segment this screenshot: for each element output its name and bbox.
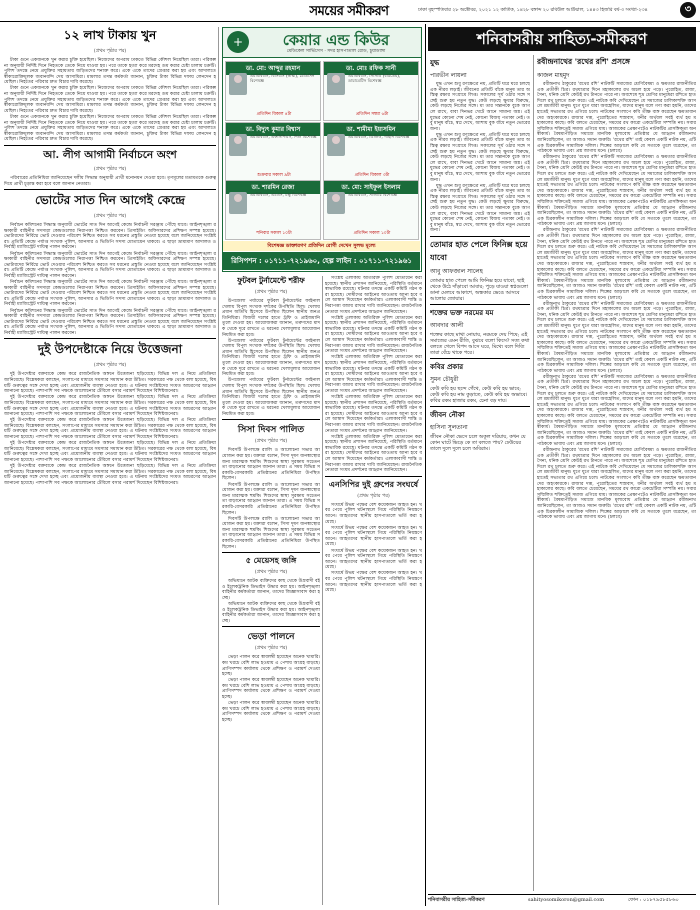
doctor-card: ডা. মোঃ রফিক সানী এমবিবিএস, সিসিডি (বারডেম), ডায়াবেটিস বিশেষজ্ঞ প্রতিদিন সন্ধ্যা ৬টা [323, 61, 419, 121]
article-body: টাকা গুনে একজনকে খুন করার চুক্তি হয়েছিল। নিজেদের অপরাধ ঢাকতে বিভিন্ন কৌশল নিয়েছিল তারা। পরিকল্পনা অনুযায়ী নির্দিষ্ট দিনে নিহতকে ডেকে নিয়ে যাওয়া হয়। পরে তাকে হত্যা করে মরদেহ গুম করার চেষ্টা চালায় চক্রটি। পুলিশ তদন্তে নেমে প্রযুক্তির সহায়তায় জড়িতদের শনাক্ত করে। একে একে তাদের গ্রেপ্তার করা হয় এবং আদালতে স্বীকারোক্তিমূলক জবানবন্দি দেয় আসামিরা। মামলার তদন্ত কর্মকর্তা জানান, চুক্তির টাকা বিভিন্ন দফায় লেনদেন হয়েছিল। নিহতের পরিবার দ্রুত বিচার দাবি করেছে। টাকা গুনে একজনকে খুন করার চুক্তি হয়েছিল। নিজেদের অপরাধ ঢাকতে বিভিন্ন কৌশল নিয়েছিল তারা। পরিকল্পনা অনুযায়ী নির্দিষ্ট দিনে নিহতকে ডেকে নিয়ে যাওয়া হয়। পরে তাকে হত্যা করে মরদেহ গুম করার চেষ্টা চালায় চক্রটি। পুলিশ তদন্তে নেমে প্রযুক্তির সহায়তায় জড়িতদের শনাক্ত করে। একে একে তাদের গ্রেপ্তার করা হয় এবং আদালতে স্বীকারোক্তিমূলক জবানবন্দি দেয় আসামিরা। মামলার তদন্ত কর্মকর্তা জানান, চুক্তির টাকা বিভিন্ন দফায় লেনদেন হয়েছিল। নিহতের পরিবার দ্রুত বিচার দাবি করেছে। টাকা গুনে একজনকে খুন করার চুক্তি হয়েছিল। নিজেদের অপরাধ ঢাকতে বিভিন্ন কৌশল নিয়েছিল তারা। পরিকল্পনা অনুযায়ী নির্দিষ্ট দিনে নিহতকে ডেকে নিয়ে যাওয়া হয়। পরে তাকে হত্যা করে মরদেহ গুম করার চেষ্টা চালায় চক্রটি। পুলিশ তদন্তে নেমে প্রযুক্তির সহায়তায় জড়িতদের শনাক্ত করে। একে একে তাদের গ্রেপ্তার করা হয় এবং আদালতে স্বীকারোক্তিমূলক জবানবন্দি দেয় আসামিরা। মামলার তদন্ত কর্মকর্তা জানান, চুক্তির টাকা বিভিন্ন দফায় লেনদেন হয়েছিল। নিহতের পরিবার দ্রুত বিচার দাবি করেছে। [4, 58, 216, 143]
ad-header [223, 28, 421, 58]
article-body: উপজেলা পর্যায়ের ফুটবল টুর্নামেন্টের ফাইনাল খেলায় বিপুল সংখ্যক দর্শকের উপস্থিতি ছিল। খেলায় প্রধান অতিথি হিসেবে উপস্থিত ছিলেন স্থানীয় জনপ্রতিনিধিরা। বিজয়ী দলের হাতে ট্রফি ও প্রাইজমানি তুলে দেওয়া হয়। আয়োজকরা জানান, তরুণদের মাদক থেকে দূরে রাখতে এ ধরনের খেলাধুলার আয়োজন নিয়মিত করা হবে। উপজেলা পর্যায়ের ফুটবল টুর্নামেন্টের ফাইনাল খেলায় বিপুল সংখ্যক দর্শকের উপস্থিতি ছিল। খেলায় প্রধান অতিথি হিসেবে উপস্থিত ছিলেন স্থানীয় জনপ্রতিনিধিরা। বিজয়ী দলের হাতে ট্রফি ও প্রাইজমানি তুলে দেওয়া হয়। আয়োজকরা জানান, তরুণদের মাদক থেকে দূরে রাখতে এ ধরনের খেলাধুলার আয়োজন নিয়মিত করা হবে। উপজেলা পর্যায়ের ফুটবল টুর্নামেন্টের ফাইনাল খেলায় বিপুল সংখ্যক দর্শকের উপস্থিতি ছিল। খেলায় প্রধান অতিথি হিসেবে উপস্থিত ছিলেন স্থানীয় জনপ্রতিনিধিরা। বিজয়ী দলের হাতে ট্রফি ও প্রাইজমানি তুলে দেওয়া হয়। আয়োজকরা জানান, তরুণদের মাদক থেকে দূরে রাখতে এ ধরনের খেলাধুলার আয়োজন নিয়মিত করা হবে। [222, 299, 320, 417]
headline-bhera: ভেড়া পালনে [222, 626, 320, 644]
poem-body: তোমার হাত পেলে আমি ফিনিক্স হয়ে যাবো, ছাই থেকে উঠে দাঁড়াবো আবার; পুড়ে যাওয়া স্বপ্নগুলো ডানা মেলবে আকাশে, অন্ধকার ভেঙে আসবে আলোর জোয়ার। [430, 278, 529, 303]
poem-body: শক্তের কাছে মাথা নোয়ায়, নরমকে দেয় পিষে; এই সমাজের এমন রীতি, বুঝবে বলো কিসে? সত্য কথা বলতে গেলে বিপদ আসে ঘরে, মিথ্যে বলে দিব্যি তারা বেঁচে থাকে পরে। [430, 332, 530, 357]
doctor-card: ডা. মো: আব্দুর রহমান এমবিবিএস, বিসিএস (স্বাস্থ্য), মেডিসিন বিশেষজ্ঞ প্রতিদিন বিকাল ৪টা [225, 61, 321, 121]
divider [430, 406, 530, 407]
article-body: নির্বাচন কমিশনের সিদ্ধান্ত অনুযায়ী ভোটের সাত দিন আগেই কেন্দ্রে নির্বাচনী সরঞ্জাম পৌঁছে যাবে। আইনশৃঙ্খলা রক্ষাকারী বাহিনীর সদস্যরা কেন্দ্রগুলোর নিরাপত্তা নিশ্চিত করবেন। প্রিসাইডিং অফিসারদের প্রশিক্ষণ সম্পন্ন হয়েছে। ভোটারদের নির্বিঘ্নে ভোট দেওয়ার পরিবেশ নিশ্চিত করতে সব ধরনের প্রস্তুতি নেওয়া হয়েছে বলে জানিয়েছেন সংশ্লিষ্টরা। প্রতিটি কেন্দ্রে পর্যাপ্ত সংখ্যক পুলিশ, আনসার ও ভিডিপি সদস্য মোতায়েন থাকবে। এ ছাড়া ভ্রাম্যমাণ আদালত ও নির্বাহী ম্যাজিস্ট্রেট দায়িত্ব পালন করবেন। নির্বাচন কমিশনের সিদ্ধান্ত অনুযায়ী ভোটের সাত দিন আগেই কেন্দ্রে নির্বাচনী সরঞ্জাম পৌঁছে যাবে। আইনশৃঙ্খলা রক্ষাকারী বাহিনীর সদস্যরা কেন্দ্রগুলোর নিরাপত্তা নিশ্চিত করবেন। প্রিসাইডিং অফিসারদের প্রশিক্ষণ সম্পন্ন হয়েছে। ভোটারদের নির্বিঘ্নে ভোট দেওয়ার পরিবেশ নিশ্চিত করতে সব ধরনের প্রস্তুতি নেওয়া হয়েছে বলে জানিয়েছেন সংশ্লিষ্টরা। প্রতিটি কেন্দ্রে পর্যাপ্ত সংখ্যক পুলিশ, আনসার ও ভিডিপি সদস্য মোতায়েন থাকবে। এ ছাড়া ভ্রাম্যমাণ আদালত ও নির্বাহী ম্যাজিস্ট্রেট দায়িত্ব পালন করবেন। নির্বাচন কমিশনের সিদ্ধান্ত অনুযায়ী ভোটের সাত দিন আগেই কেন্দ্রে নির্বাচনী সরঞ্জাম পৌঁছে যাবে। আইনশৃঙ্খলা রক্ষাকারী বাহিনীর সদস্যরা কেন্দ্রগুলোর নিরাপত্তা নিশ্চিত করবেন। প্রিসাইডিং অফিসারদের প্রশিক্ষণ সম্পন্ন হয়েছে। ভোটারদের নির্বিঘ্নে ভোট দেওয়ার পরিবেশ নিশ্চিত করতে সব ধরনের প্রস্তুতি নেওয়া হয়েছে বলে জানিয়েছেন সংশ্লিষ্টরা। প্রতিটি কেন্দ্রে পর্যাপ্ত সংখ্যক পুলিশ, আনসার ও ভিডিপি সদস্য মোতায়েন থাকবে। এ ছাড়া ভ্রাম্যমাণ আদালত ও নির্বাহী ম্যাজিস্ট্রেট দায়িত্ব পালন করবেন। নির্বাচন কমিশনের সিদ্ধান্ত অনুযায়ী ভোটের সাত দিন আগেই কেন্দ্রে নির্বাচনী সরঞ্জাম পৌঁছে যাবে। আইনশৃঙ্খলা রক্ষাকারী বাহিনীর সদস্যরা কেন্দ্রগুলোর নিরাপত্তা নিশ্চিত করবেন। প্রিসাইডিং অফিসারদের প্রশিক্ষণ সম্পন্ন হয়েছে। ভোটারদের নির্বিঘ্নে ভোট দেওয়ার পরিবেশ নিশ্চিত করতে সব ধরনের প্রস্তুতি নেওয়া হয়েছে বলে জানিয়েছেন সংশ্লিষ্টরা। প্রতিটি কেন্দ্রে পর্যাপ্ত সংখ্যক পুলিশ, আনসার ও ভিডিপি সদস্য মোতায়েন থাকবে। এ ছাড়া ভ্রাম্যমাণ আদালত ও নির্বাহী ম্যাজিস্ট্রেট দায়িত্ব পালন করবেন। [4, 223, 216, 336]
poem-body: জীবন নৌকা ভেসে চলে অকূল দরিয়ায়, কখন যে কোন ঘাটে ভিড়ে কে তা বলতে পায়? ঢেউয়ের তালে দুলে দুলে চলে অবিরাম। [430, 434, 526, 453]
article-body: ভেড়া পালন করে স্বাবলম্বী হয়েছেন অনেক খামারি। কম খরচে বেশি লাভ হওয়ায় এ পেশায় আগ্রহ বাড়ছে। প্রাণিসম্পদ কার্যালয় থেকে প্রশিক্ষণ ও পরামর্শ দেওয়া হচ্ছে। ভেড়া পালন করে স্বাবলম্বী হয়েছেন অনেক খামারি। কম খরচে বেশি লাভ হওয়ায় এ পেশায় আগ্রহ বাড়ছে। প্রাণিসম্পদ কার্যালয় থেকে প্রশিক্ষণ ও পরামর্শ দেওয়া হচ্ছে। ভেড়া পালন করে স্বাবলম্বী হয়েছেন অনেক খামারি। কম খরচে বেশি লাভ হওয়ায় এ পেশায় আগ্রহ বাড়ছে। প্রাণিসম্পদ কার্যালয় থেকে প্রশিক্ষণ ও পরামর্শ দেওয়া হচ্ছে। [222, 655, 320, 723]
column-rule [218, 27, 219, 905]
article-body: সংঘর্ষে উভয় পক্ষের বেশ কয়েকজন আহত হন। খবর পেয়ে পুলিশ ঘটনাস্থলে গিয়ে পরিস্থিতি নিয়ন্ত্রণে আনে। আহতদের স্থানীয় হাসপাতালে ভর্তি করা হয়েছে। সংঘর্ষে উভয় পক্ষের বেশ কয়েকজন আহত হন। খবর পেয়ে পুলিশ ঘটনাস্থলে গিয়ে পরিস্থিতি নিয়ন্ত্রণে আনে। আহতদের স্থানীয় হাসপাতালে ভর্তি করা হয়েছে। সংঘর্ষে উভয় পক্ষের বেশ কয়েকজন আহত হন। খবর পেয়ে পুলিশ ঘটনাস্থলে গিয়ে পরিস্থিতি নিয়ন্ত্রণে আনে। আহতদের স্থানীয় হাসপাতালে ভর্তি করা হয়েছে। সংঘর্ষে উভয় পক্ষের বেশ কয়েকজন আহত হন। খবর পেয়ে পুলিশ ঘটনাস্থলে গিয়ে পরিস্থিতি নিয়ন্ত্রণে আনে। আহতদের স্থানীয় হাসপাতালে ভর্তি করা হয়েছে। [325, 502, 422, 594]
essay-author: কাজল মাহমুদ [537, 72, 570, 79]
byline: (প্রথম পৃষ্ঠার পর) [254, 570, 288, 576]
byline: (প্রথম পৃষ্ঠার পর) [93, 363, 127, 369]
right-column-a [430, 55, 530, 891]
headline-football: ফুটবল টুর্নামেন্টে শরীফ [237, 276, 305, 285]
essay-title: রবীন্দ্রনাথের 'রথের রশি' প্রসঙ্গে [537, 57, 630, 66]
headline-council: আ. লীগ আগামী নির্বাচনে অংশ [4, 145, 216, 165]
page-number: ৩ [680, 2, 696, 18]
poem-author: হাসিনা সুলতানা [430, 424, 468, 432]
divider [430, 236, 530, 237]
headline-vote: ভোটের সাত দিন আগেই কেন্দ্রে [4, 189, 216, 212]
ad-phone-bar: রিসিপশন : ০১৭১১-৭২১৯৬০, হেল্প লাইন : ০১৭১১-৭২১৯৬১ [223, 252, 420, 270]
article-body: দুই উপদেষ্টার বক্তব্যকে কেন্দ্র করে রাজনৈতিক অঙ্গনে উত্তেজনা ছড়িয়েছে। বিভিন্ন দল এ নিয়ে প্রতিক্রিয়া জানিয়েছে। বিশ্লেষকরা বলছেন, সংলাপের মাধ্যমে সমস্যার সমাধান করা উচিত। সরকারের পক্ষ থেকে বলা হয়েছে, বিষয়টি গুরুত্বের সঙ্গে দেখা হচ্ছে এবং প্রয়োজনীয় ব্যবস্থা নেওয়া হবে। এ ঘটনায় সংশ্লিষ্টদের সংযত আচরণের আহ্বান জানানো হয়েছে। পাশাপাশি সব পক্ষকে আলোচনার টেবিলে বসার পরামর্শ দিয়েছেন বিশিষ্টজনেরা। দুই উপদেষ্টার বক্তব্যকে কেন্দ্র করে রাজনৈতিক অঙ্গনে উত্তেজনা ছড়িয়েছে। বিভিন্ন দল এ নিয়ে প্রতিক্রিয়া জানিয়েছে। বিশ্লেষকরা বলছেন, সংলাপের মাধ্যমে সমস্যার সমাধান করা উচিত। সরকারের পক্ষ থেকে বলা হয়েছে, বিষয়টি গুরুত্বের সঙ্গে দেখা হচ্ছে এবং প্রয়োজনীয় ব্যবস্থা নেওয়া হবে। এ ঘটনায় সংশ্লিষ্টদের সংযত আচরণের আহ্বান জানানো হয়েছে। পাশাপাশি সব পক্ষকে আলোচনার টেবিলে বসার পরামর্শ দিয়েছেন বিশিষ্টজনেরা। দুই উপদেষ্টার বক্তব্যকে কেন্দ্র করে রাজনৈতিক অঙ্গনে উত্তেজনা ছড়িয়েছে। বিভিন্ন দল এ নিয়ে প্রতিক্রিয়া জানিয়েছে। বিশ্লেষকরা বলছেন, সংলাপের মাধ্যমে সমস্যার সমাধান করা উচিত। সরকারের পক্ষ থেকে বলা হয়েছে, বিষয়টি গুরুত্বের সঙ্গে দেখা হচ্ছে এবং প্রয়োজনীয় ব্যবস্থা নেওয়া হবে। এ ঘটনায় সংশ্লিষ্টদের সংযত আচরণের আহ্বান জানানো হয়েছে। পাশাপাশি সব পক্ষকে আলোচনার টেবিলে বসার পরামর্শ দিয়েছেন বিশিষ্টজনেরা। দুই উপদেষ্টার বক্তব্যকে কেন্দ্র করে রাজনৈতিক অঙ্গনে উত্তেজনা ছড়িয়েছে। বিভিন্ন দল এ নিয়ে প্রতিক্রিয়া জানিয়েছে। বিশ্লেষকরা বলছেন, সংলাপের মাধ্যমে সমস্যার সমাধান করা উচিত। সরকারের পক্ষ থেকে বলা হয়েছে, বিষয়টি গুরুত্বের সঙ্গে দেখা হচ্ছে এবং প্রয়োজনীয় ব্যবস্থা নেওয়া হবে। এ ঘটনায় সংশ্লিষ্টদের সংযত আচরণের আহ্বান জানানো হয়েছে। পাশাপাশি সব পক্ষকে আলোচনার টেবিলে বসার পরামর্শ দিয়েছেন বিশিষ্টজনেরা। দুই উপদেষ্টার বক্তব্যকে কেন্দ্র করে রাজনৈতিক অঙ্গনে উত্তেজনা ছড়িয়েছে। বিভিন্ন দল এ নিয়ে প্রতিক্রিয়া জানিয়েছে। বিশ্লেষকরা বলছেন, সংলাপের মাধ্যমে সমস্যার সমাধান করা উচিত। সরকারের পক্ষ থেকে বলা হয়েছে, বিষয়টি গুরুত্বের সঙ্গে দেখা হচ্ছে এবং প্রয়োজনীয় ব্যবস্থা নেওয়া হবে। এ ঘটনায় সংশ্লিষ্টদের সংযত আচরণের আহ্বান জানানো হয়েছে। পাশাপাশি সব পক্ষকে আলোচনার টেবিলে বসার পরামর্শ দিয়েছেন বিশিষ্টজনেরা। [4, 372, 216, 486]
doctor-photo-icon [229, 192, 247, 214]
literature-page-footer [428, 894, 696, 906]
poem-author: আবদার আলী [430, 322, 464, 330]
poem-title: জীবন নৌকা [430, 410, 465, 420]
article-body: অভিযানে আটক ব্যক্তিদের কাছ থেকে উগ্রবাদী বই ও ইলেকট্রনিক ডিভাইস উদ্ধার করা হয়। আইনশৃঙ্খলা বাহিনীর কর্মকর্তারা জানান, তাদের জিজ্ঞাসাবাদ করা হচ্ছে। অভিযানে আটক ব্যক্তিদের কাছ থেকে উগ্রবাদী বই ও ইলেকট্রনিক ডিভাইস উদ্ধার করা হয়। আইনশৃঙ্খলা বাহিনীর কর্মকর্তারা জানান, তাদের জিজ্ঞাসাবাদ করা হচ্ছে। [222, 579, 320, 624]
poem-body: কেউ কবি হয় ছন্দে গেঁথে, কেউ কবি হয় ভাবে; কেউ কবি হয় নাম কুড়াতে, কেউ কবি হয় অভাবে। কবির রকম হাজার রকম, চেনা বড় দায়। [430, 386, 528, 405]
footer-email: sahityosomikoron@gmail.com [528, 897, 605, 903]
poem-title: কবির প্রকার [430, 362, 464, 372]
page-divider [425, 24, 426, 906]
divider [430, 304, 530, 305]
middle-column-b [325, 276, 422, 905]
doctor-card: ডা. শামীমা ইয়াসমিন এমবিবিএস, ডিজিও, গাইনি বিশেষজ্ঞ প্রতিদিন বিকাল ৩টা [323, 122, 419, 182]
ad-special-banner: বিশেষজ্ঞ ডাক্তারগণ প্রতিদিন রোগী দেখেন সুলভ মূল্যে [223, 241, 420, 251]
doctor-photo-icon [229, 73, 247, 95]
clinic-advertisement [222, 27, 422, 272]
article-body: দিবসটি উপলক্ষে র‍্যালি ও আলোচনা সভার আয়োজন করা হয়। বক্তারা বলেন, সিসা দূষণ জনস্বাস্থ্যের জন্য মারাত্মক হুমকি। শিশুদের স্বাস্থ্য সুরক্ষায় সচেতনতা বাড়ানোর আহ্বান জানান তারা। এ সময় বিভিন্ন সরকারি-বেসরকারি প্রতিষ্ঠানের প্রতিনিধিরা উপস্থিত ছিলেন। দিবসটি উপলক্ষে র‍্যালি ও আলোচনা সভার আয়োজন করা হয়। বক্তারা বলেন, সিসা দূষণ জনস্বাস্থ্যের জন্য মারাত্মক হুমকি। শিশুদের স্বাস্থ্য সুরক্ষায় সচেতনতা বাড়ানোর আহ্বান জানান তারা। এ সময় বিভিন্ন সরকারি-বেসরকারি প্রতিষ্ঠানের প্রতিনিধিরা উপস্থিত ছিলেন। দিবসটি উপলক্ষে র‍্যালি ও আলোচনা সভার আয়োজন করা হয়। বক্তারা বলেন, সিসা দূষণ জনস্বাস্থ্যের জন্য মারাত্মক হুমকি। শিশুদের স্বাস্থ্য সুরক্ষায় সচেতনতা বাড়ানোর আহ্বান জানান তারা। এ সময় বিভিন্ন সরকারি-বেসরকারি প্রতিষ্ঠানের প্রতিনিধিরা উপস্থিত ছিলেন। [222, 448, 320, 550]
middle-column-a [222, 276, 320, 905]
headline-school: ৫ মেয়েসহ জঙ্গি [222, 552, 320, 568]
column-rule [533, 55, 534, 891]
column-rule [322, 276, 323, 905]
byline: (প্রথম পৃষ্ঠার পর) [357, 493, 390, 499]
headline-ncp: এনসিপির দুই গ্রুপের সংঘর্ষে [325, 476, 422, 492]
doctor-photo-icon [327, 134, 345, 156]
right-column-b [537, 55, 696, 891]
masthead [0, 0, 700, 22]
byline: (প্রথম পৃষ্ঠার পর) [254, 290, 288, 295]
footer-credit: শনিবাসরীয় সাহিত্য-সমীকরণ [428, 897, 485, 903]
headline-sisa: সিসা দিবস পালিত [222, 419, 320, 437]
story-author: পারভীন লায়লা [430, 72, 467, 79]
article-body: সংশ্লিষ্ট এলাকায় অতিরিক্ত পুলিশ মোতায়েন করা হয়েছে। স্থানীয় প্রশাসন জানিয়েছে, পরিস্থিতি বর্তমানে স্বাভাবিক রয়েছে। ঘটনার তদন্তে একটি কমিটি গঠন করা হয়েছে। দোষীদের আইনের আওতায় আনা হবে বলে আশ্বাস দিয়েছেন কর্মকর্তারা। এলাকাবাসী শান্তি ও নিরাপত্তা বজায় রাখার দাবি জানিয়েছেন। রাজনৈতিক নেতারা সংযম প্রদর্শনের আহ্বান জানিয়েছেন। সংশ্লিষ্ট এলাকায় অতিরিক্ত পুলিশ মোতায়েন করা হয়েছে। স্থানীয় প্রশাসন জানিয়েছে, পরিস্থিতি বর্তমানে স্বাভাবিক রয়েছে। ঘটনার তদন্তে একটি কমিটি গঠন করা হয়েছে। দোষীদের আইনের আওতায় আনা হবে বলে আশ্বাস দিয়েছেন কর্মকর্তারা। এলাকাবাসী শান্তি ও নিরাপত্তা বজায় রাখার দাবি জানিয়েছেন। রাজনৈতিক নেতারা সংযম প্রদর্শনের আহ্বান জানিয়েছেন। সংশ্লিষ্ট এলাকায় অতিরিক্ত পুলিশ মোতায়েন করা হয়েছে। স্থানীয় প্রশাসন জানিয়েছে, পরিস্থিতি বর্তমানে স্বাভাবিক রয়েছে। ঘটনার তদন্তে একটি কমিটি গঠন করা হয়েছে। দোষীদের আইনের আওতায় আনা হবে বলে আশ্বাস দিয়েছেন কর্মকর্তারা। এলাকাবাসী শান্তি ও নিরাপত্তা বজায় রাখার দাবি জানিয়েছেন। রাজনৈতিক নেতারা সংযম প্রদর্শনের আহ্বান জানিয়েছেন। সংশ্লিষ্ট এলাকায় অতিরিক্ত পুলিশ মোতায়েন করা হয়েছে। স্থানীয় প্রশাসন জানিয়েছে, পরিস্থিতি বর্তমানে স্বাভাবিক রয়েছে। ঘটনার তদন্তে একটি কমিটি গঠন করা হয়েছে। দোষীদের আইনের আওতায় আনা হবে বলে আশ্বাস দিয়েছেন কর্মকর্তারা। এলাকাবাসী শান্তি ও নিরাপত্তা বজায় রাখার দাবি জানিয়েছেন। রাজনৈতিক নেতারা সংযম প্রদর্শনের আহ্বান জানিয়েছেন। সংশ্লিষ্ট এলাকায় অতিরিক্ত পুলিশ মোতায়েন করা হয়েছে। স্থানীয় প্রশাসন জানিয়েছে, পরিস্থিতি বর্তমানে স্বাভাবিক রয়েছে। ঘটনার তদন্তে একটি কমিটি গঠন করা হয়েছে। দোষীদের আইনের আওতায় আনা হবে বলে আশ্বাস দিয়েছেন কর্মকর্তারা। এলাকাবাসী শান্তি ও নিরাপত্তা বজায় রাখার দাবি জানিয়েছেন। রাজনৈতিক নেতারা সংযম প্রদর্শনের আহ্বান জানিয়েছেন। [325, 276, 422, 474]
newspaper-logo: সময়ের সমীকরণ [309, 4, 389, 19]
byline: (প্রথম পৃষ্ঠার পর) [254, 646, 288, 652]
footer-phone: ফোন : ০১৮৭৯৫৮৫৮৬০ [628, 897, 679, 903]
doctor-card: ডা. বিদ্যুৎ কুমার বিশ্বাস এমবিবিএস, এফসিপিএস, শিশু বিশেষজ্ঞ শুক্রবার সকাল ৯টা [225, 122, 321, 182]
doctor-card: ডা. মো: সাইফুল ইসলাম এমবিবিএস, সার্জারি বিশেষজ্ঞ প্রতিদিন সকাল ১০টা [323, 180, 419, 240]
left-column [4, 27, 216, 905]
headline-khun: ১২ লাখ টাকায় খুন [63, 28, 157, 42]
doctor-photo-icon [229, 134, 247, 156]
literature-page-header: শনিবাসরীয় সাহিত্য-সমীকরণ [428, 27, 696, 51]
doctor-photo-icon [327, 73, 345, 95]
doctor-photo-icon [327, 192, 345, 214]
byline: (প্রথম পৃষ্ঠার পর) [93, 214, 127, 220]
doctor-card: ডা. শারমিন রেজা এমবিবিএস, এমএস, চক্ষু বিশেষজ্ঞ শনিবার সকাল ১০টা [225, 180, 321, 240]
byline: (প্রথম পৃষ্ঠার পর) [254, 439, 288, 445]
story-body: যুদ্ধ এখন শুধু রণক্ষেত্রে নয়, প্রতিটি ঘরে ঘরে চলছে এক নীরব লড়াই। জীবনের প্রতিটি বাঁকে মানুষ তার অস্তিত্ব রক্ষার সংগ্রামে লিপ্ত। সকালের সূর্য ওঠার সঙ্গে সঙ্গেই শুরু হয় নতুন যুদ্ধ। কেউ লড়ছে ক্ষুধার বিরুদ্ধে, কেউ লড়ছে নিজের সঙ্গে। মা তার সন্তানকে বুকে আগলে রাখে, বাবা দিনভর খেটে আনে সামান্য অন্ন। এই যুদ্ধের কোনো শেষ নেই, কোনো বিজয় পতাকা নেই। তবু মানুষ বাঁচে, স্বপ্ন দেখে, আশায় বুক বাঁধে নতুন ভোরের জন্য। যুদ্ধ এখন শুধু রণক্ষেত্রে নয়, প্রতিটি ঘরে ঘরে চলছে এক নীরব লড়াই। জীবনের প্রতিটি বাঁকে মানুষ তার অস্তিত্ব রক্ষার সংগ্রামে লিপ্ত। সকালের সূর্য ওঠার সঙ্গে সঙ্গেই শুরু হয় নতুন যুদ্ধ। কেউ লড়ছে ক্ষুধার বিরুদ্ধে, কেউ লড়ছে নিজের সঙ্গে। মা তার সন্তানকে বুকে আগলে রাখে, বাবা দিনভর খেটে আনে সামান্য অন্ন। এই যুদ্ধের কোনো শেষ নেই, কোনো বিজয় পতাকা নেই। তবু মানুষ বাঁচে, স্বপ্ন দেখে, আশায় বুক বাঁধে নতুন ভোরের জন্য। যুদ্ধ এখন শুধু রণক্ষেত্রে নয়, প্রতিটি ঘরে ঘরে চলছে এক নীরব লড়াই। জীবনের প্রতিটি বাঁকে মানুষ তার অস্তিত্ব রক্ষার সংগ্রামে লিপ্ত। সকালের সূর্য ওঠার সঙ্গে সঙ্গেই শুরু হয় নতুন যুদ্ধ। কেউ লড়ছে ক্ষুধার বিরুদ্ধে, কেউ লড়ছে নিজের সঙ্গে। মা তার সন্তানকে বুকে আগলে রাখে, বাবা দিনভর খেটে আনে সামান্য অন্ন। এই যুদ্ধের কোনো শেষ নেই, কোনো বিজয় পতাকা নেই। তবু মানুষ বাঁচে, স্বপ্ন দেখে, আশায় বুক বাঁধে নতুন ভোরের জন্য। [430, 82, 530, 234]
clinic-name: কেয়ার এন্ড কিউর [282, 31, 390, 49]
story-title: যুদ্ধ [430, 58, 440, 67]
byline: (প্রথম পৃষ্ঠার পর) [93, 166, 127, 172]
poem-author: আবু আফজাল সালেহ [430, 268, 483, 276]
poem-title: তোমার হাত পেলে ফিনিক্স হয়ে যাবো [430, 239, 528, 263]
poem-author: সুমন চৌধুরী [430, 376, 459, 384]
byline: (প্রথম পৃষ্ঠার পর) [93, 49, 127, 54]
clinic-subtitle: মেডিকেল সার্ভিসেস · সদর হাসপাতাল রোড, চুয়াডাঙ্গা [286, 49, 386, 54]
headline-adviser: দুই উপদেষ্টাকে নিয়ে উত্তেজনা [4, 338, 216, 361]
essay-body: রবীন্দ্রনাথ ঠাকুরের 'রথের রশি' নাটকটি সমাজের শ্রেণিবৈষম্য ও ক্ষমতার রাজনীতির এক প্রতীকী চিত্র। রথযাত্রার দিনে মহাকালের রথ অচল হয়ে পড়ে। পুরোহিত, রাজা, সৈন্য, ধনিক শ্রেণি কেউই রথ টানতে পারে না। অবশেষে শূদ্র শ্রেণির মানুষেরা রশিতে হাত দিলে রথ চলতে শুরু করে। এই নাটকে কবি দেখিয়েছেন যে সমাজের চালিকাশক্তি আসলে শ্রমজীবী মানুষ। যুগে যুগে যারা অবহেলিত, যাদের মানুষ বলে গণ্য করা হয়নি, তাদের হাতেই সভ্যতার রথ এগিয়ে চলে। নাটকের সংলাপে কবি তীক্ষ্ণ ব্যঙ্গ করেছেন ক্ষমতাবানদের অহংকারকে। রাজার দম্ভ, পুরোহিতের শাস্ত্রবাদ, ধনীর অর্থবল সবই ব্যর্থ হয় মহাকালের কাছে। কবি বলতে চেয়েছেন, সময়ের রথ কারো একচেটিয়া সম্পত্তি নয়। সবার সম্মিলিত শক্তিতেই সমাজ এগিয়ে যায়। আজকের প্রেক্ষাপটেও নাটকটির প্রাসঙ্গিকতা অনস্বীকার্য। বৈষম্যপীড়িত সমাজে মানবিক মূল্যবোধ প্রতিষ্ঠার যে আহ্বান রবীন্দ্রনাথ জানিয়েছিলেন, তা আজও সমান জরুরি। 'রথের রশি' তাই কেবল একটি নাটক নয়, এটি এক চিরকালীন সামাজিক দলিল। শিল্পের আড়ালে কবি যে সত্যকে তুলে ধরেছেন, তা পাঠককে ভাবায় এবং প্রশ্ন জাগায় মনে। (চলবে) রবীন্দ্রনাথ ঠাকুরের 'রথের রশি' নাটকটি সমাজের শ্রেণিবৈষম্য ও ক্ষমতার রাজনীতির এক প্রতীকী চিত্র। রথযাত্রার দিনে মহাকালের রথ অচল হয়ে পড়ে। পুরোহিত, রাজা, সৈন্য, ধনিক শ্রেণি কেউই রথ টানতে পারে না। অবশেষে শূদ্র শ্রেণির মানুষেরা রশিতে হাত দিলে রথ চলতে শুরু করে। এই নাটকে কবি দেখিয়েছেন যে সমাজের চালিকাশক্তি আসলে শ্রমজীবী মানুষ। যুগে যুগে যারা অবহেলিত, যাদের মানুষ বলে গণ্য করা হয়নি, তাদের হাতেই সভ্যতার রথ এগিয়ে চলে। নাটকের সংলাপে কবি তীক্ষ্ণ ব্যঙ্গ করেছেন ক্ষমতাবানদের অহংকারকে। রাজার দম্ভ, পুরোহিতের শাস্ত্রবাদ, ধনীর অর্থবল সবই ব্যর্থ হয় মহাকালের কাছে। কবি বলতে চেয়েছেন, সময়ের রথ কারো একচেটিয়া সম্পত্তি নয়। সবার সম্মিলিত শক্তিতেই সমাজ এগিয়ে যায়। আজকের প্রেক্ষাপটেও নাটকটির প্রাসঙ্গিকতা অনস্বীকার্য। বৈষম্যপীড়িত সমাজে মানবিক মূল্যবোধ প্রতিষ্ঠার যে আহ্বান রবীন্দ্রনাথ জানিয়েছিলেন, তা আজও সমান জরুরি। 'রথের রশি' তাই কেবল একটি নাটক নয়, এটি এক চিরকালীন সামাজিক দলিল। শিল্পের আড়ালে কবি যে সত্যকে তুলে ধরেছেন, তা পাঠককে ভাবায় এবং প্রশ্ন জাগায় মনে। (চলবে) রবীন্দ্রনাথ ঠাকুরের 'রথের রশি' নাটকটি সমাজের শ্রেণিবৈষম্য ও ক্ষমতার রাজনীতির এক প্রতীকী চিত্র। রথযাত্রার দিনে মহাকালের রথ অচল হয়ে পড়ে। পুরোহিত, রাজা, সৈন্য, ধনিক শ্রেণি কেউই রথ টানতে পারে না। অবশেষে শূদ্র শ্রেণির মানুষেরা রশিতে হাত দিলে রথ চলতে শুরু করে। এই নাটকে কবি দেখিয়েছেন যে সমাজের চালিকাশক্তি আসলে শ্রমজীবী মানুষ। যুগে যুগে যারা অবহেলিত, যাদের মানুষ বলে গণ্য করা হয়নি, তাদের হাতেই সভ্যতার রথ এগিয়ে চলে। নাটকের সংলাপে কবি তীক্ষ্ণ ব্যঙ্গ করেছেন ক্ষমতাবানদের অহংকারকে। রাজার দম্ভ, পুরোহিতের শাস্ত্রবাদ, ধনীর অর্থবল সবই ব্যর্থ হয় মহাকালের কাছে। কবি বলতে চেয়েছেন, সময়ের রথ কারো একচেটিয়া সম্পত্তি নয়। সবার সম্মিলিত শক্তিতেই সমাজ এগিয়ে যায়। আজকের প্রেক্ষাপটেও নাটকটির প্রাসঙ্গিকতা অনস্বীকার্য। বৈষম্যপীড়িত সমাজে মানবিক মূল্যবোধ প্রতিষ্ঠার যে আহ্বান রবীন্দ্রনাথ জানিয়েছিলেন, তা আজও সমান জরুরি। 'রথের রশি' তাই কেবল একটি নাটক নয়, এটি এক চিরকালীন সামাজিক দলিল। শিল্পের আড়ালে কবি যে সত্যকে তুলে ধরেছেন, তা পাঠককে ভাবায় এবং প্রশ্ন জাগায় মনে। (চলবে) রবীন্দ্রনাথ ঠাকুরের 'রথের রশি' নাটকটি সমাজের শ্রেণিবৈষম্য ও ক্ষমতার রাজনীতির এক প্রতীকী চিত্র। রথযাত্রার দিনে মহাকালের রথ অচল হয়ে পড়ে। পুরোহিত, রাজা, সৈন্য, ধনিক শ্রেণি কেউই রথ টানতে পারে না। অবশেষে শূদ্র শ্রেণির মানুষেরা রশিতে হাত দিলে রথ চলতে শুরু করে। এই নাটকে কবি দেখিয়েছেন যে সমাজের চালিকাশক্তি আসলে শ্রমজীবী মানুষ। যুগে যুগে যারা অবহেলিত, যাদের মানুষ বলে গণ্য করা হয়নি, তাদের হাতেই সভ্যতার রথ এগিয়ে চলে। নাটকের সংলাপে কবি তীক্ষ্ণ ব্যঙ্গ করেছেন ক্ষমতাবানদের অহংকারকে। রাজার দম্ভ, পুরোহিতের শাস্ত্রবাদ, ধনীর অর্থবল সবই ব্যর্থ হয় মহাকালের কাছে। কবি বলতে চেয়েছেন, সময়ের রথ কারো একচেটিয়া সম্পত্তি নয়। সবার সম্মিলিত শক্তিতেই সমাজ এগিয়ে যায়। আজকের প্রেক্ষাপটেও নাটকটির প্রাসঙ্গিকতা অনস্বীকার্য। বৈষম্যপীড়িত সমাজে মানবিক মূল্যবোধ প্রতিষ্ঠার যে আহ্বান রবীন্দ্রনাথ জানিয়েছিলেন, তা আজও সমান জরুরি। 'রথের রশি' তাই কেবল একটি নাটক নয়, এটি এক চিরকালীন সামাজিক দলিল। শিল্পের আড়ালে কবি যে সত্যকে তুলে ধরেছেন, তা পাঠককে ভাবায় এবং প্রশ্ন জাগায় মনে। (চলবে) রবীন্দ্রনাথ ঠাকুরের 'রথের রশি' নাটকটি সমাজের শ্রেণিবৈষম্য ও ক্ষমতার রাজনীতির এক প্রতীকী চিত্র। রথযাত্রার দিনে মহাকালের রথ অচল হয়ে পড়ে। পুরোহিত, রাজা, সৈন্য, ধনিক শ্রেণি কেউই রথ টানতে পারে না। অবশেষে শূদ্র শ্রেণির মানুষেরা রশিতে হাত দিলে রথ চলতে শুরু করে। এই নাটকে কবি দেখিয়েছেন যে সমাজের চালিকাশক্তি আসলে শ্রমজীবী মানুষ। যুগে যুগে যারা অবহেলিত, যাদের মানুষ বলে গণ্য করা হয়নি, তাদের হাতেই সভ্যতার রথ এগিয়ে চলে। নাটকের সংলাপে কবি তীক্ষ্ণ ব্যঙ্গ করেছেন ক্ষমতাবানদের অহংকারকে। রাজার দম্ভ, পুরোহিতের শাস্ত্রবাদ, ধনীর অর্থবল সবই ব্যর্থ হয় মহাকালের কাছে। কবি বলতে চেয়েছেন, সময়ের রথ কারো একচেটিয়া সম্পত্তি নয়। সবার সম্মিলিত শক্তিতেই সমাজ এগিয়ে যায়। আজকের প্রেক্ষাপটেও নাটকটির প্রাসঙ্গিকতা অনস্বীকার্য। বৈষম্যপীড়িত সমাজে মানবিক মূল্যবোধ প্রতিষ্ঠার যে আহ্বান রবীন্দ্রনাথ জানিয়েছিলেন, তা আজও সমান জরুরি। 'রথের রশি' তাই কেবল একটি নাটক নয়, এটি এক চিরকালীন সামাজিক দলিল। শিল্পের আড়ালে কবি যে সত্যকে তুলে ধরেছেন, তা পাঠককে ভাবায় এবং প্রশ্ন জাগায় মনে। (চলবে) রবীন্দ্রনাথ ঠাকুরের 'রথের রশি' নাটকটি সমাজের শ্রেণিবৈষম্য ও ক্ষমতার রাজনীতির এক প্রতীকী চিত্র। রথযাত্রার দিনে মহাকালের রথ অচল হয়ে পড়ে। পুরোহিত, রাজা, সৈন্য, ধনিক শ্রেণি কেউই রথ টানতে পারে না। অবশেষে শূদ্র শ্রেণির মানুষেরা রশিতে হাত দিলে রথ চলতে শুরু করে। এই নাটকে কবি দেখিয়েছেন যে সমাজের চালিকাশক্তি আসলে শ্রমজীবী মানুষ। যুগে যুগে যারা অবহেলিত, যাদের মানুষ বলে গণ্য করা হয়নি, তাদের হাতেই সভ্যতার রথ এগিয়ে চলে। নাটকের সংলাপে কবি তীক্ষ্ণ ব্যঙ্গ করেছেন ক্ষমতাবানদের অহংকারকে। রাজার দম্ভ, পুরোহিতের শাস্ত্রবাদ, ধনীর অর্থবল সবই ব্যর্থ হয় মহাকালের কাছে। কবি বলতে চেয়েছেন, সময়ের রথ কারো একচেটিয়া সম্পত্তি নয়। সবার সম্মিলিত শক্তিতেই সমাজ এগিয়ে যায়। আজকের প্রেক্ষাপটেও নাটকটির প্রাসঙ্গিকতা অনস্বীকার্য। বৈষম্যপীড়িত সমাজে মানবিক মূল্যবোধ প্রতিষ্ঠার যে আহ্বান রবীন্দ্রনাথ জানিয়েছিলেন, তা আজও সমান জরুরি। 'রথের রশি' তাই কেবল একটি নাটক নয়, এটি এক চিরকালীন সামাজিক দলিল। শিল্পের আড়ালে কবি যে সত্যকে তুলে ধরেছেন, তা পাঠককে ভাবায় এবং প্রশ্ন জাগায় মনে। (চলবে) [537, 82, 696, 521]
divider [430, 358, 530, 359]
poem-title: শক্তের ভক্ত নরমের যম [430, 308, 494, 318]
medical-cross-icon: + [227, 31, 249, 53]
dateline: ঢাকা বৃহস্পতিবার ২৮ অক্টোবর, ২০২১ ১২ কার্তিক, ১৪২৮ বঙ্গাব্দ ২০ রবিউল আউয়াল, ১৪৪৩ হিজরি বর্ষ-৩ সংখ্যা-২৩৪ [418, 8, 648, 13]
article-body: পরিবারের প্রতিনিধিরা জানিয়েছেন দলীয় সিদ্ধান্ত অনুযায়ী প্রার্থী মনোনয়ন দেওয়া হবে। তৃণমূলের মতামতকে গুরুত্ব দিয়ে প্রার্থী চূড়ান্ত করা হবে বলে জানান নেতারা। [4, 175, 216, 187]
